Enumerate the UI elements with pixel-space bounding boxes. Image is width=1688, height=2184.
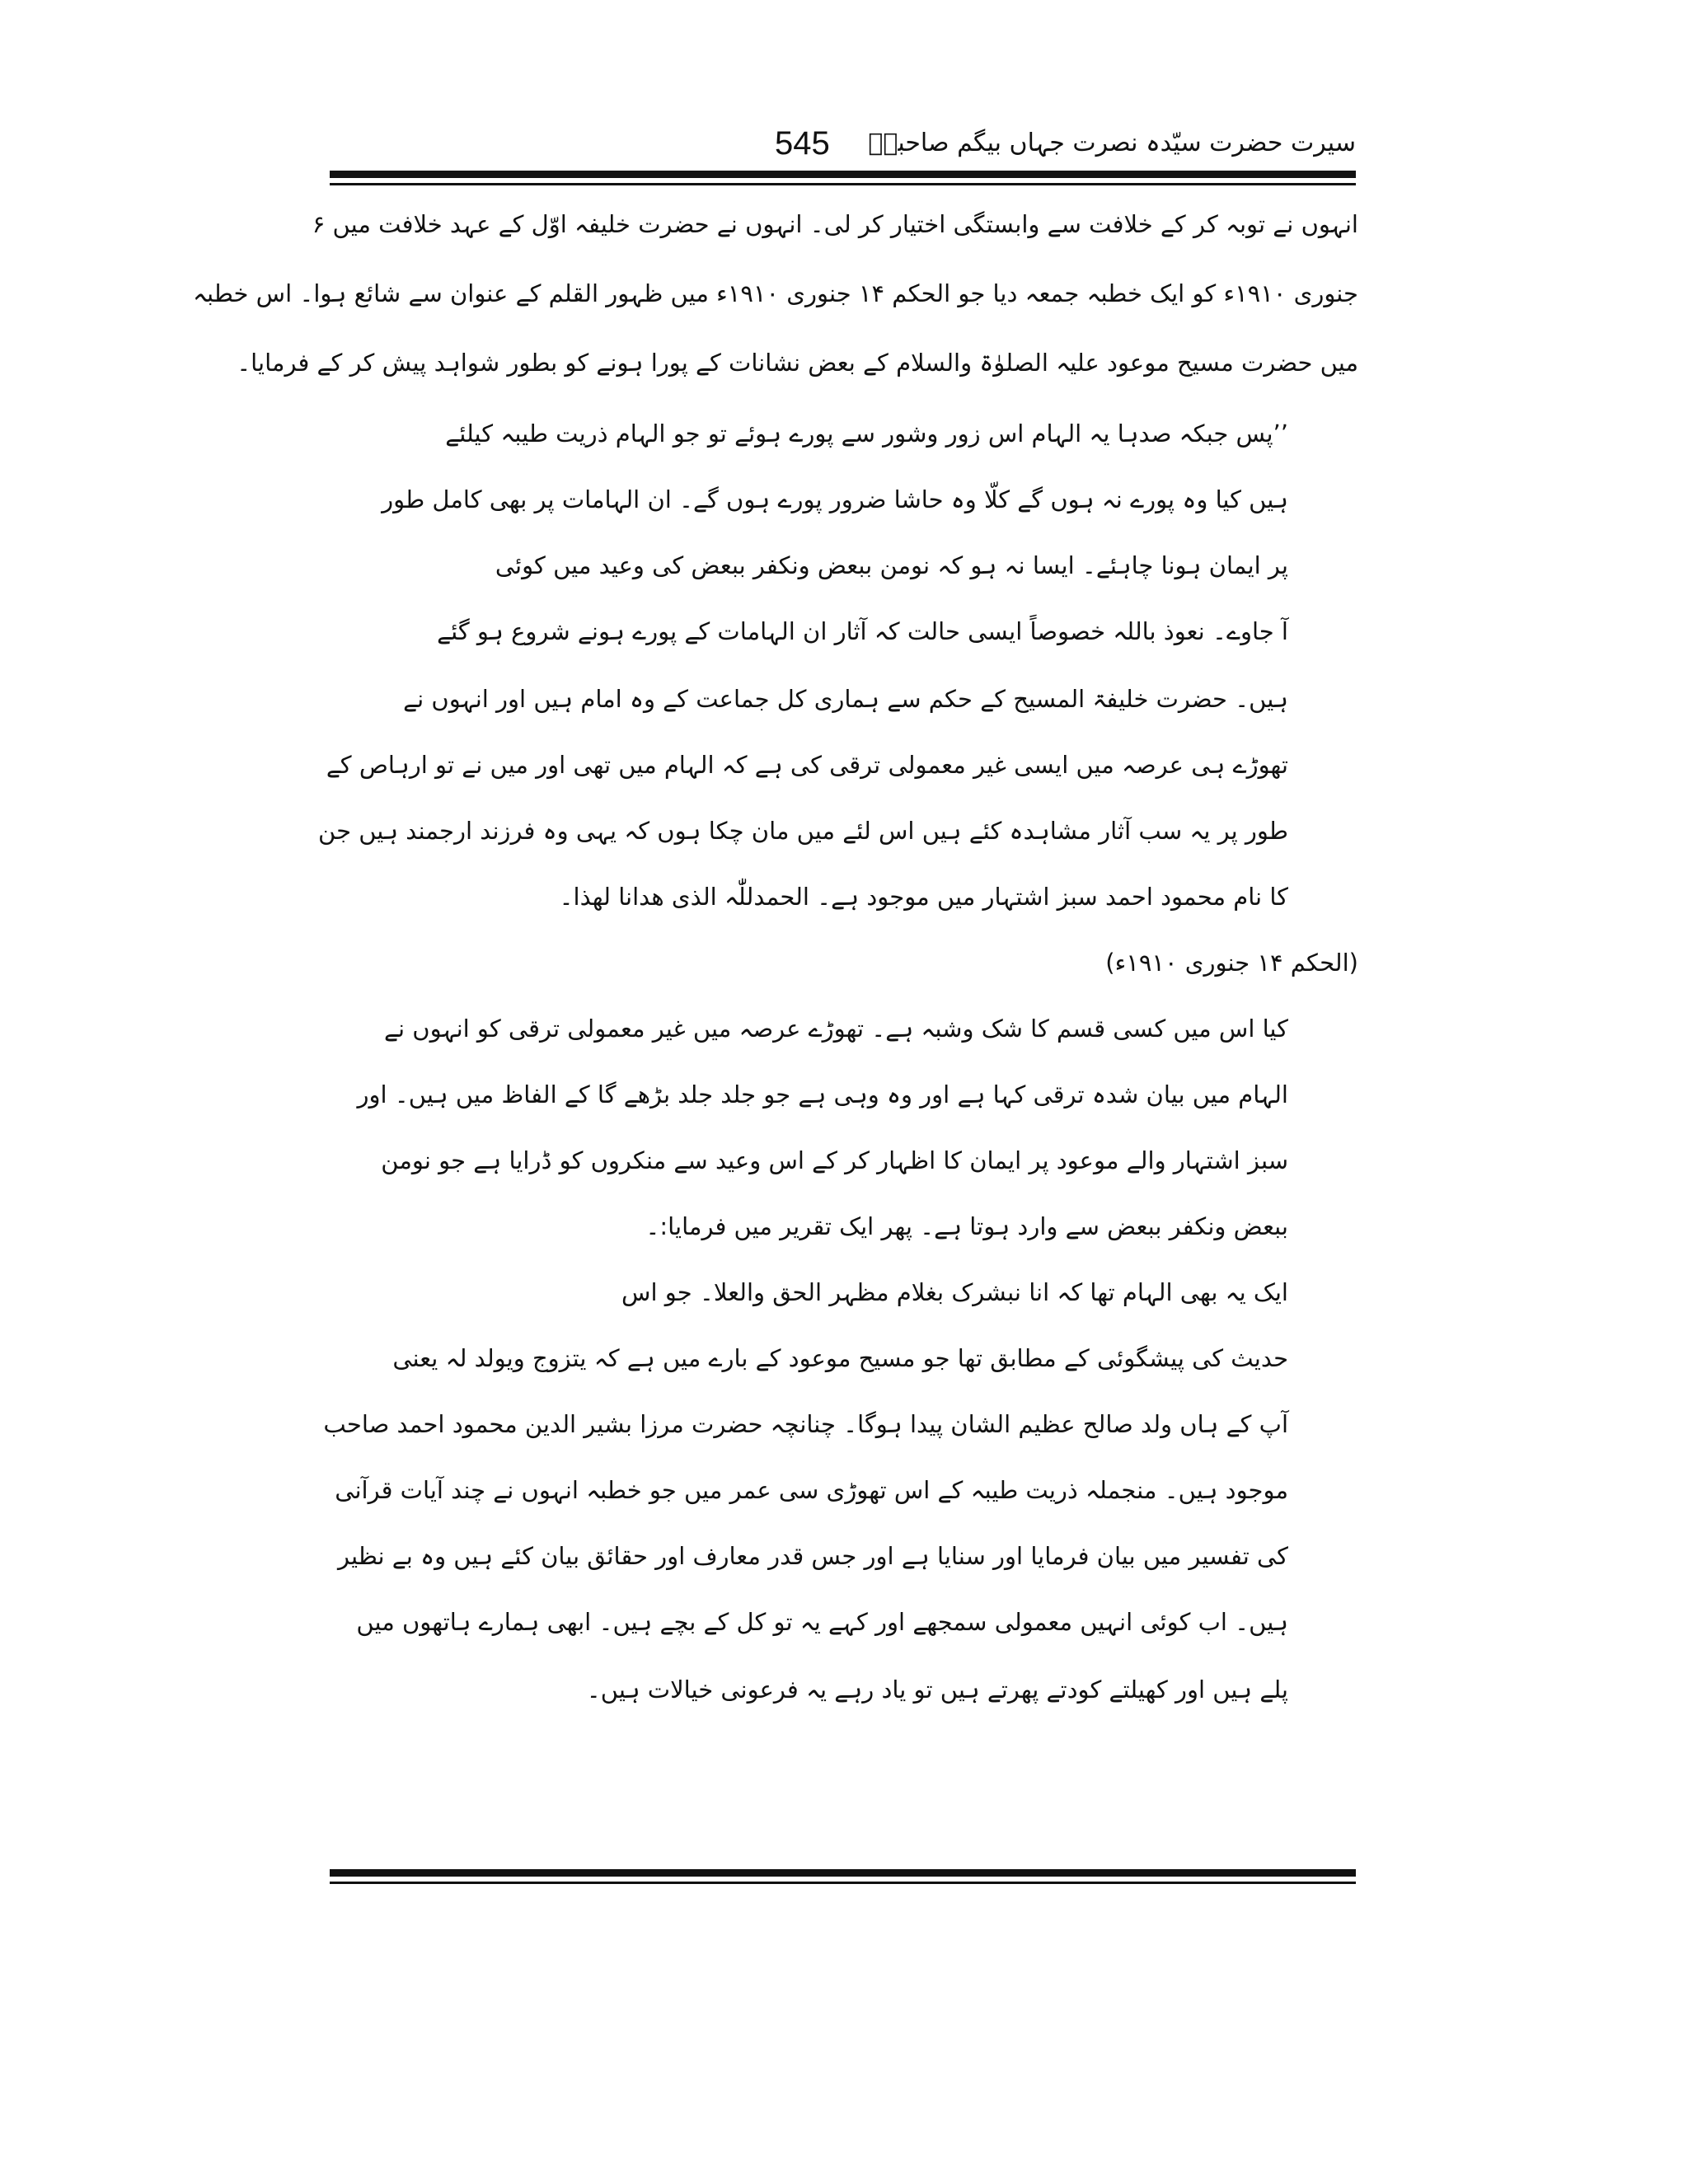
text-line: میں حضرت مسیح موعود علیہ الصلوٰۃ والسلام کے بعض نشانات کے پورا ہونے کو بطور شواہد پیش کر کے فرمایا۔ bbox=[237, 349, 1358, 377]
text-line: کیا اس میں کسی قسم کا شک وشبہ ہے۔ تھوڑے عرصہ میں غیر معمولی ترقی کو انہوں نے bbox=[384, 1015, 1288, 1043]
text-line: موجود ہیں۔ منجملہ ذریت طیبہ کے اس تھوڑی سی عمر میں جو خطبہ انہوں نے چند آیات قرآنی bbox=[335, 1476, 1288, 1504]
footer-rule-thick bbox=[330, 1869, 1356, 1877]
page-header bbox=[330, 124, 1356, 173]
quote-line: ہیں۔ حضرت خلیفۃ المسیح کے حکم سے ہماری کل جماعت کے وہ امام ہیں اور انہوں نے bbox=[403, 685, 1288, 713]
text-line: سبز اشتہار والے موعود پر ایمان کا اظہار کر کے اس وعید سے منکروں کو ڈرایا ہے جو نومن bbox=[381, 1146, 1288, 1174]
citation: (الحکم ۱۴ جنوری ۱۹۱۰ء) bbox=[1105, 949, 1358, 977]
header-rule-thick bbox=[330, 171, 1356, 178]
text-line: حدیث کی پیشگوئی کے مطابق تھا جو مسیح موعود کے بارے میں ہے کہ یتزوج ویولد لہ یعنی bbox=[392, 1344, 1288, 1372]
text-line: کی تفسیر میں بیان فرمایا اور سنایا ہے اور جس قدر معارف اور حقائق بیان کئے ہیں وہ بے نظیر bbox=[337, 1542, 1288, 1570]
text-line: انہوں نے توبہ کر کے خلافت سے وابستگی اختیار کر لی۔ انہوں نے حضرت خلیفہ اوّل کے عہد خلافت میں ۶ bbox=[312, 210, 1358, 238]
text-line: جنوری ۱۹۱۰ء کو ایک خطبہ جمعہ دیا جو الحکم ۱۴ جنوری ۱۹۱۰ء میں ظہور القلم کے عنوان سے شائع ہوا۔ اس خطبہ bbox=[193, 279, 1358, 307]
quote-line: تھوڑے ہی عرصہ میں ایسی غیر معمولی ترقی کی ہے کہ الہام میں تھی اور میں نے تو ارہاص کے bbox=[326, 751, 1288, 779]
quote-line: ’’پس جبکہ صدہا یہ الہام اس زور وشور سے پورے ہوئے تو جو الہام ذریت طیبہ کیلئے bbox=[445, 419, 1288, 448]
page-number: 545 bbox=[775, 125, 830, 162]
text-line: الہام میں بیان شدہ ترقی کہا ہے اور وہ وہی ہے جو جلد جلد بڑھے گا کے الفاظ میں ہیں۔ اور bbox=[357, 1080, 1288, 1108]
quote-line: پر ایمان ہونا چاہئے۔ ایسا نہ ہو کہ نومن ببعض ونکفر ببعض کی وعید میں کوئی bbox=[495, 551, 1288, 579]
header-rule-thin bbox=[330, 183, 1356, 185]
quote-line: طور پر یہ سب آثار مشاہدہ کئے ہیں اس لئے میں مان چکا ہوں کہ یہی وہ فرزند ارجمند ہیں جن bbox=[318, 817, 1288, 845]
quote-line: ہیں کیا وہ پورے نہ ہوں گے کلّا وہ حاشا ضرور پورے ہوں گے۔ ان الہامات پر بھی کامل طور bbox=[382, 485, 1288, 513]
quote-line: آ جاوے۔ نعوذ باللہ خصوصاً ایسی حالت کہ آثار ان الہامات کے پورے ہونے شروع ہو گئے bbox=[437, 617, 1288, 645]
footer-rule-thin bbox=[330, 1882, 1356, 1884]
running-title: سیرت حضرت سیّدہ نصرت جہاں بیگم صاحبہؓ bbox=[868, 129, 1356, 157]
text-line: ایک یہ بھی الہام تھا کہ انا نبشرک بغلام مظہر الحق والعلا۔ جو اس bbox=[621, 1278, 1288, 1306]
text-line: ببعض ونکفر ببعض سے وارد ہوتا ہے۔ پھر ایک تقریر میں فرمایا:۔ bbox=[645, 1212, 1288, 1240]
quote-line: کا نام محمود احمد سبز اشتہار میں موجود ہے۔ الحمدللّٰہ الذی ھدانا لھذا۔ bbox=[559, 883, 1288, 911]
text-line: ہیں۔ اب کوئی انہیں معمولی سمجھے اور کہے یہ تو کل کے بچے ہیں۔ ابھی ہمارے ہاتھوں میں bbox=[356, 1608, 1288, 1636]
text-line: پلے ہیں اور کھیلتے کودتے پھرتے ہیں تو یاد رہے یہ فرعونی خیالات ہیں۔ bbox=[586, 1675, 1288, 1704]
text-line: آپ کے ہاں ولد صالح عظیم الشان پیدا ہوگا۔ چنانچہ حضرت مرزا بشیر الدین محمود احمد صاحب bbox=[323, 1410, 1288, 1438]
